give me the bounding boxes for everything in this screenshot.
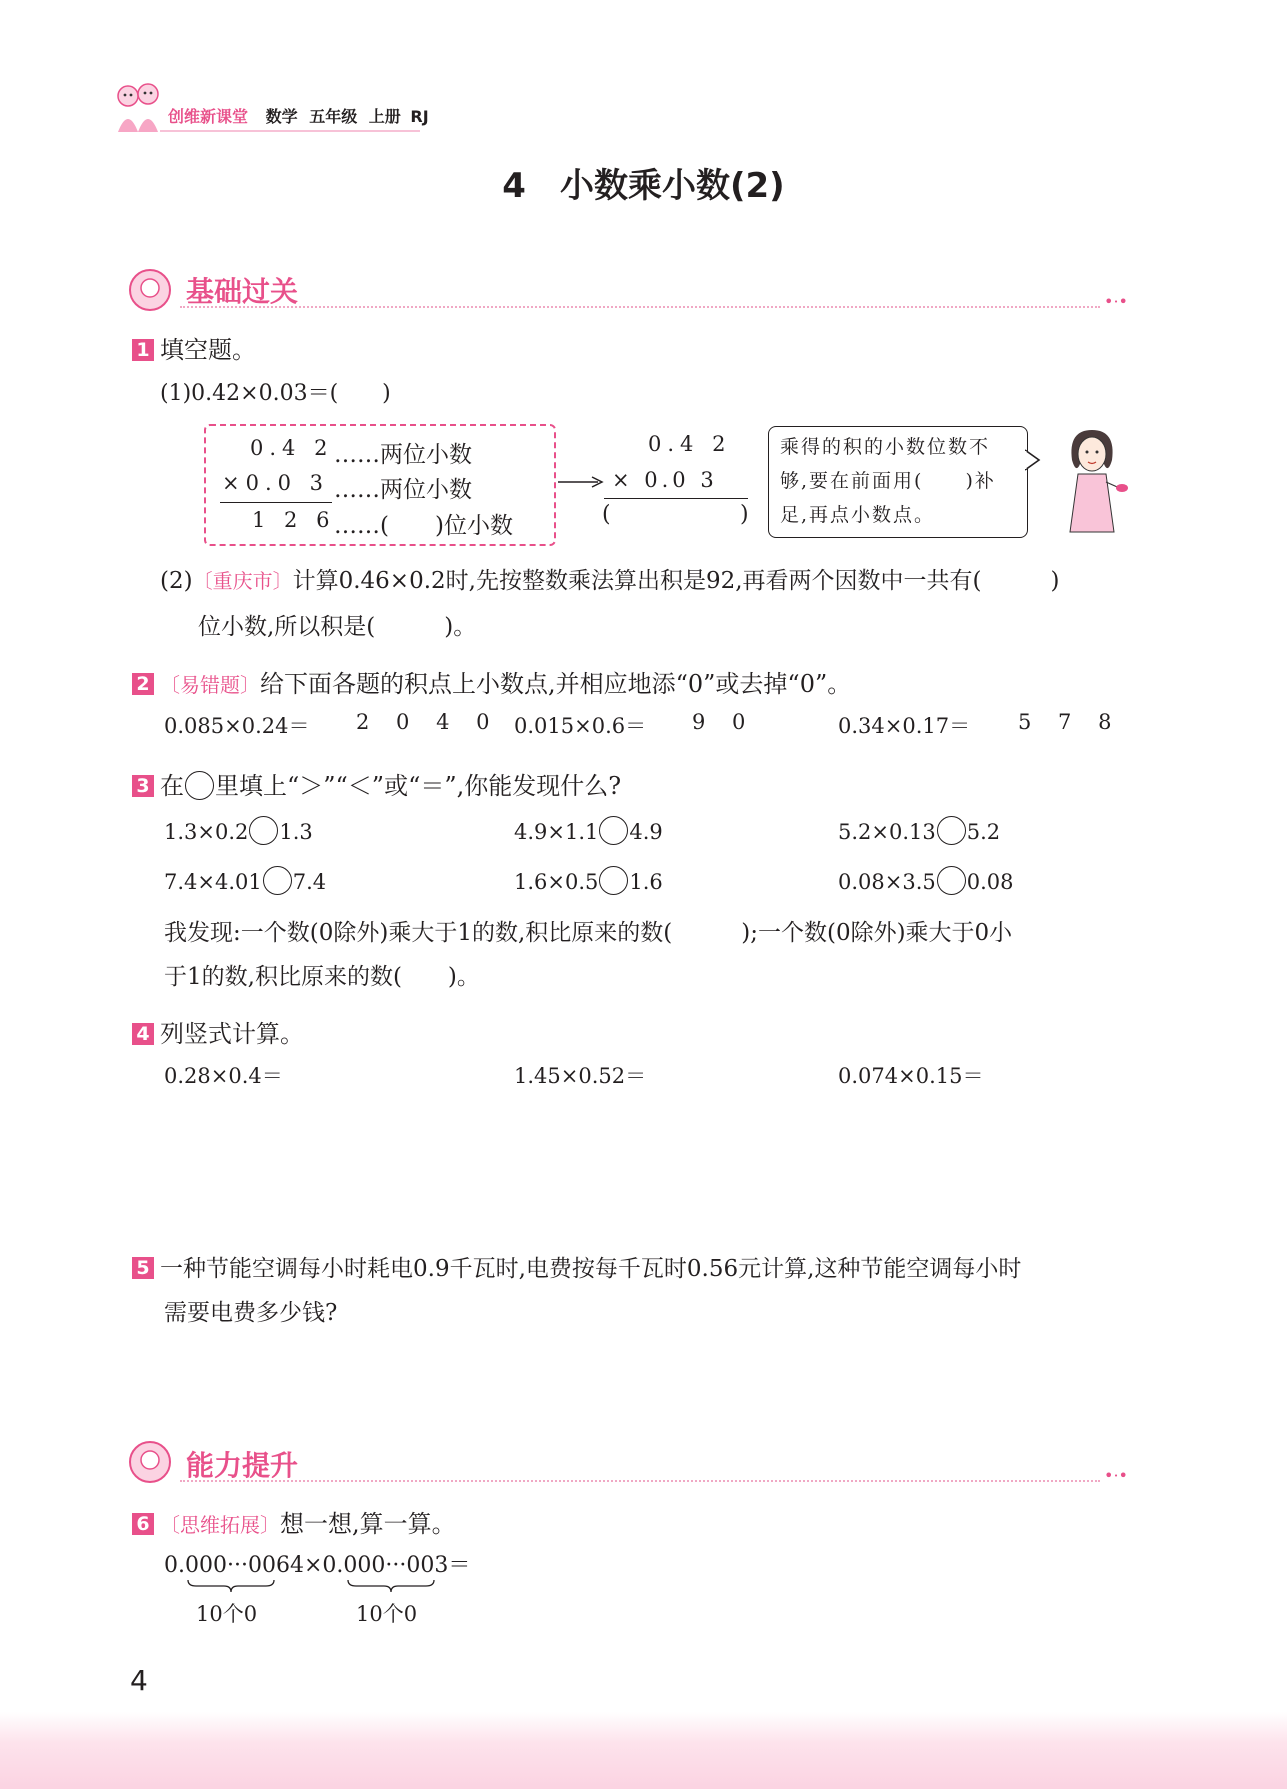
calc-paren-right: ) — [740, 502, 749, 527]
error-prone-tag: 〔易错题〕 — [160, 673, 260, 697]
answer-circle[interactable] — [937, 866, 966, 895]
bubble-line2: 够,要在前面用( )补 — [780, 470, 996, 492]
lesson-title: 4 小数乘小数(2) — [502, 166, 785, 206]
box-multiply-line — [220, 502, 332, 503]
section-title-basic: 基础过关 — [186, 275, 299, 308]
q2-item1-answer: 2 0 4 0 — [356, 710, 500, 734]
bubble-line3: 足,再点小数点。 — [780, 504, 936, 526]
q1-part1: (1)0.42×0.03＝( ) — [160, 381, 391, 406]
calc-row1: 0.4 2 — [648, 432, 732, 456]
question-number: 3 — [132, 775, 154, 797]
bubble-tail-icon — [1025, 448, 1041, 472]
question-2-title — [132, 664, 851, 699]
answer-circle[interactable] — [249, 816, 278, 845]
section-divider — [180, 306, 1100, 308]
answer-circle[interactable] — [599, 866, 628, 895]
question-5-line2: 需要电费多少钱? — [164, 1300, 338, 1326]
box-row1-text: ……两位小数 — [334, 442, 472, 468]
subject: 数学 — [265, 107, 298, 126]
question-text: 在 — [160, 772, 184, 800]
q3-item5: 1.6×0.5 1.6 — [514, 866, 663, 895]
edition: RJ — [410, 107, 429, 126]
box-row1-num: 0.4 2 — [250, 436, 334, 460]
box-row3-num: 1 2 6 — [252, 508, 336, 532]
question-number: 4 — [132, 1023, 154, 1045]
question-number: 6 — [132, 1513, 154, 1535]
q2-item2-expr: 0.015×0.6＝ — [514, 714, 647, 738]
question-text: 列竖式计算。 — [160, 1020, 304, 1048]
question-text: 想一想,算一算。 — [280, 1510, 456, 1538]
question-6-title — [132, 1504, 456, 1539]
answer-circle[interactable] — [937, 816, 966, 845]
circle-icon — [185, 771, 214, 800]
section-badge-icon — [128, 268, 172, 312]
arrow-icon — [558, 474, 604, 488]
section-badge-icon — [128, 1440, 172, 1484]
q2-item1-expr: 0.085×0.24＝ — [164, 714, 310, 738]
calc-row2: × 0.0 3 — [612, 468, 718, 492]
q6-expression: 0.000···0064×0.000···003＝ — [164, 1553, 471, 1578]
section-divider — [180, 1480, 1100, 1482]
header-underline — [160, 130, 420, 132]
box-row2-num: ×0.0 3 — [222, 471, 330, 495]
q4-item3: 0.074×0.15＝ — [838, 1064, 984, 1088]
q4-item1: 0.28×0.4＝ — [164, 1064, 283, 1088]
q2-item2-answer: 9 0 — [692, 710, 756, 734]
q3-item1: 1.3×0.2 1.3 — [164, 816, 313, 845]
answer-circle[interactable] — [599, 816, 628, 845]
q1-part2-line2: 位小数,所以积是( )。 — [198, 614, 477, 640]
question-text: 给下面各题的积点上小数点,并相应地添“0”或去掉“0”。 — [260, 670, 852, 698]
q1-part2-label: (2) — [160, 568, 193, 594]
region-tag: 〔重庆市〕 — [192, 569, 293, 593]
q3-item6: 0.08×3.5 0.08 — [838, 866, 1014, 895]
question-4-title — [132, 1014, 304, 1049]
brace-icon — [186, 1578, 276, 1594]
grade: 五年级 — [309, 107, 358, 126]
q3-finding-line1: 我发现:一个数(0除外)乘大于1的数,积比原来的数( );一个数(0除外)乘大于0小 — [164, 920, 1013, 946]
page-number: 4 — [130, 1664, 148, 1697]
section-title-advanced: 能力提升 — [186, 1449, 299, 1482]
q3-item2: 4.9×1.1 4.9 — [514, 816, 663, 845]
q1-part2-line1 — [160, 562, 1060, 595]
bubble-line1: 乘得的积的小数位数不 — [780, 436, 991, 458]
dots-icon: •·• — [1104, 1466, 1128, 1485]
dots-icon: •·• — [1104, 292, 1128, 311]
footer-band — [0, 1712, 1287, 1789]
q2-item3-answer: 5 7 8 — [1018, 710, 1122, 734]
q2-item3-expr: 0.34×0.17＝ — [838, 714, 971, 738]
question-number: 5 — [132, 1257, 154, 1279]
thinking-tag: 〔思维拓展〕 — [160, 1513, 280, 1537]
answer-circle[interactable] — [263, 866, 292, 895]
q3-item3: 5.2×0.13 5.2 — [838, 816, 1000, 845]
volume: 上册 — [368, 107, 401, 126]
q1-part2-text: 计算0.46×0.2时,先按整数乘法算出积是92,再看两个因数中一共有( ) — [292, 568, 1060, 594]
question-number: 1 — [132, 339, 154, 361]
girl-illustration — [1054, 424, 1130, 536]
header-bar — [168, 104, 429, 127]
question-number: 2 — [132, 673, 154, 695]
question-text: 一种节能空调每小时耗电0.9千瓦时,电费按每千瓦时0.56元计算,这种节能空调每小时 — [160, 1256, 1022, 1282]
question-text: 填空题。 — [160, 336, 256, 364]
box-row2-text: ……两位小数 — [334, 477, 472, 503]
brace-icon — [346, 1578, 436, 1594]
brace-label-2: 10个0 — [356, 1602, 418, 1626]
calc-line — [604, 498, 748, 499]
question-5-line1 — [132, 1250, 1021, 1283]
question-3-title — [132, 766, 621, 801]
brace-label-1: 10个0 — [196, 1602, 258, 1626]
q3-item4: 7.4×4.01 7.4 — [164, 866, 326, 895]
question-1-title — [132, 330, 256, 365]
box-row3-text: ……( )位小数 — [334, 513, 513, 539]
q3-finding-line2: 于1的数,积比原来的数( )。 — [164, 964, 480, 990]
calc-paren-left: ( — [602, 502, 611, 527]
header-mascot — [112, 80, 164, 134]
brand-name: 创维新课堂 — [168, 107, 249, 126]
q4-item2: 1.45×0.52＝ — [514, 1064, 647, 1088]
question-text: 里填上“＞”“＜”或“＝”,你能发现什么? — [215, 772, 622, 800]
